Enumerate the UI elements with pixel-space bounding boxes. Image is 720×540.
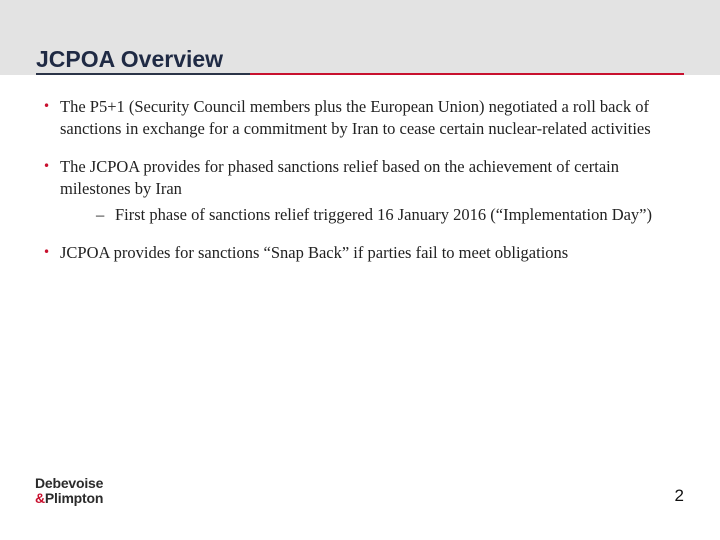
logo-line-2 [35, 491, 103, 506]
bullet-item [43, 96, 683, 140]
bullet-item [43, 156, 683, 226]
bullet-text: The JCPOA provides for phased sanctions relief based on the achievement of certain milestones by Iran [60, 157, 619, 198]
bullet-text: JCPOA provides for sanctions “Snap Back” if parties fail to meet obligations [60, 243, 569, 262]
sub-bullet-marker: – [96, 205, 105, 224]
company-logo [35, 476, 103, 506]
bullet-list [43, 96, 683, 280]
page-number: 2 [674, 486, 684, 505]
logo-line-1: Debevoise [35, 475, 104, 491]
logo-ampersand: & [35, 490, 45, 506]
sub-bullet-item [60, 204, 683, 226]
bullet-text: The P5+1 (Security Council members plus the European Union) negotiated a roll back of sanctions in exchange for a commitment by Iran to cease certain nuclear-related activities [60, 97, 651, 138]
slide-title: JCPOA Overview [36, 46, 224, 72]
sub-bullet-text: First phase of sanctions relief triggered 16 January 2016 (“Implementation Day”) [115, 205, 652, 224]
bullet-marker: • [43, 245, 51, 259]
bullet-marker: • [43, 99, 51, 113]
title-accent-rule [250, 73, 684, 75]
bullet-item [43, 242, 683, 264]
logo-line-2-text: Plimpton [44, 490, 104, 506]
bullet-marker: • [43, 159, 51, 173]
